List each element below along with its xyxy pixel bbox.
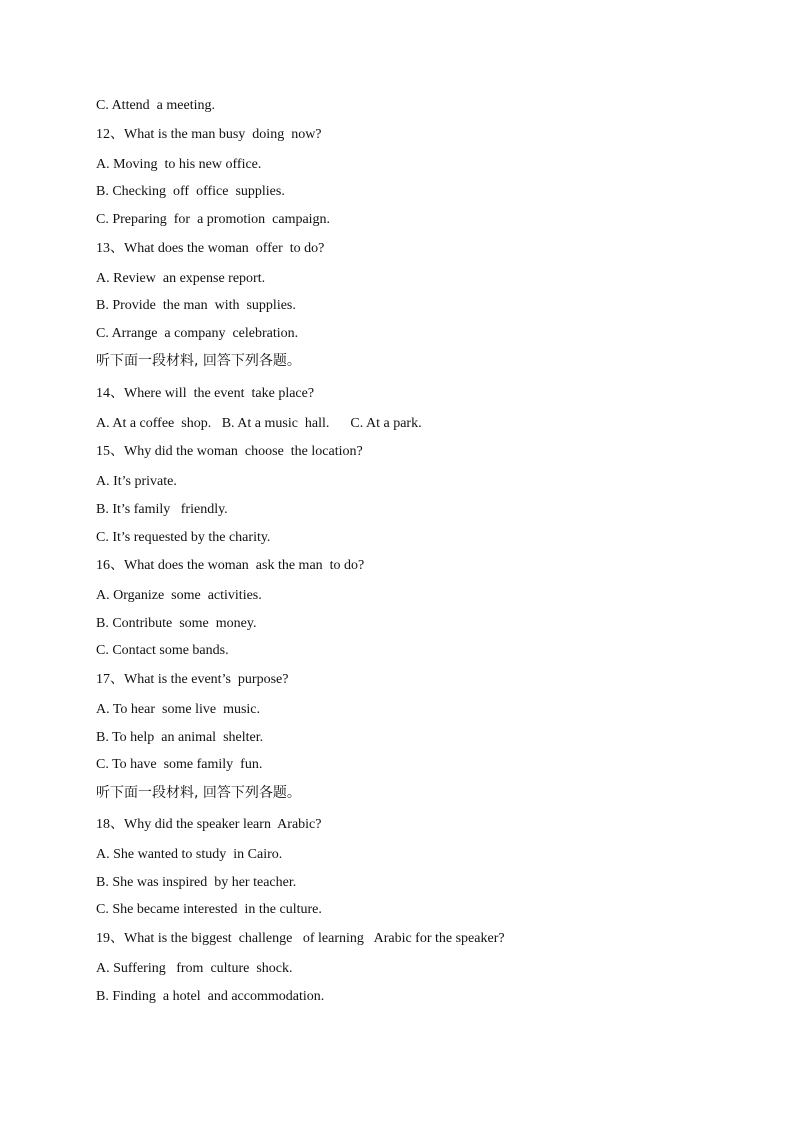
option-b-q15: B. It’s family friendly. xyxy=(96,502,228,517)
option-c-q11: C. Attend a meeting. xyxy=(96,98,215,113)
option-a-q15: A. It’s private. xyxy=(96,474,177,489)
option-b-q17: B. To help an animal shelter. xyxy=(96,730,264,745)
question-19: 19、What is the biggest challenge of learning Arabic for the speaker? xyxy=(96,931,505,946)
options-q14: A. At a coffee shop. B. At a music hall. C. At a park. xyxy=(96,416,422,431)
option-c-q12: C. Preparing for a promotion campaign. xyxy=(96,212,331,227)
option-a-q12: A. Moving to his new office. xyxy=(96,157,262,172)
option-b-q19: B. Finding a hotel and accommodation. xyxy=(96,989,325,1004)
question-12: 12、What is the man busy doing now? xyxy=(96,127,322,142)
option-b-q16: B. Contribute some money. xyxy=(96,616,257,631)
option-b-q12: B. Checking off office supplies. xyxy=(96,184,285,199)
option-c-q16: C. Contact some bands. xyxy=(96,643,229,658)
section-instruction-2: 听下面一段材料, 回答下列各题。 xyxy=(96,785,301,801)
question-15: 15、Why did the woman choose the location? xyxy=(96,444,363,459)
question-13: 13、What does the woman offer to do? xyxy=(96,241,325,256)
option-a-q19: A. Suffering from culture shock. xyxy=(96,961,293,976)
question-18: 18、Why did the speaker learn Arabic? xyxy=(96,817,322,832)
option-a-q13: A. Review an expense report. xyxy=(96,271,266,286)
option-c-q18: C. She became interested in the culture. xyxy=(96,902,322,917)
option-b-q18: B. She was inspired by her teacher. xyxy=(96,875,297,890)
option-c-q17: C. To have some family fun. xyxy=(96,757,263,772)
option-b-q13: B. Provide the man with supplies. xyxy=(96,298,296,313)
question-16: 16、What does the woman ask the man to do? xyxy=(96,558,365,573)
option-c-q15: C. It’s requested by the charity. xyxy=(96,530,271,545)
question-17: 17、What is the event’s purpose? xyxy=(96,672,289,687)
option-a-q16: A. Organize some activities. xyxy=(96,588,262,603)
option-a-q17: A. To hear some live music. xyxy=(96,702,261,717)
option-c-q13: C. Arrange a company celebration. xyxy=(96,326,299,341)
option-a-q18: A. She wanted to study in Cairo. xyxy=(96,847,283,862)
section-instruction: 听下面一段材料, 回答下列各题。 xyxy=(96,353,301,369)
question-14: 14、Where will the event take place? xyxy=(96,386,315,401)
